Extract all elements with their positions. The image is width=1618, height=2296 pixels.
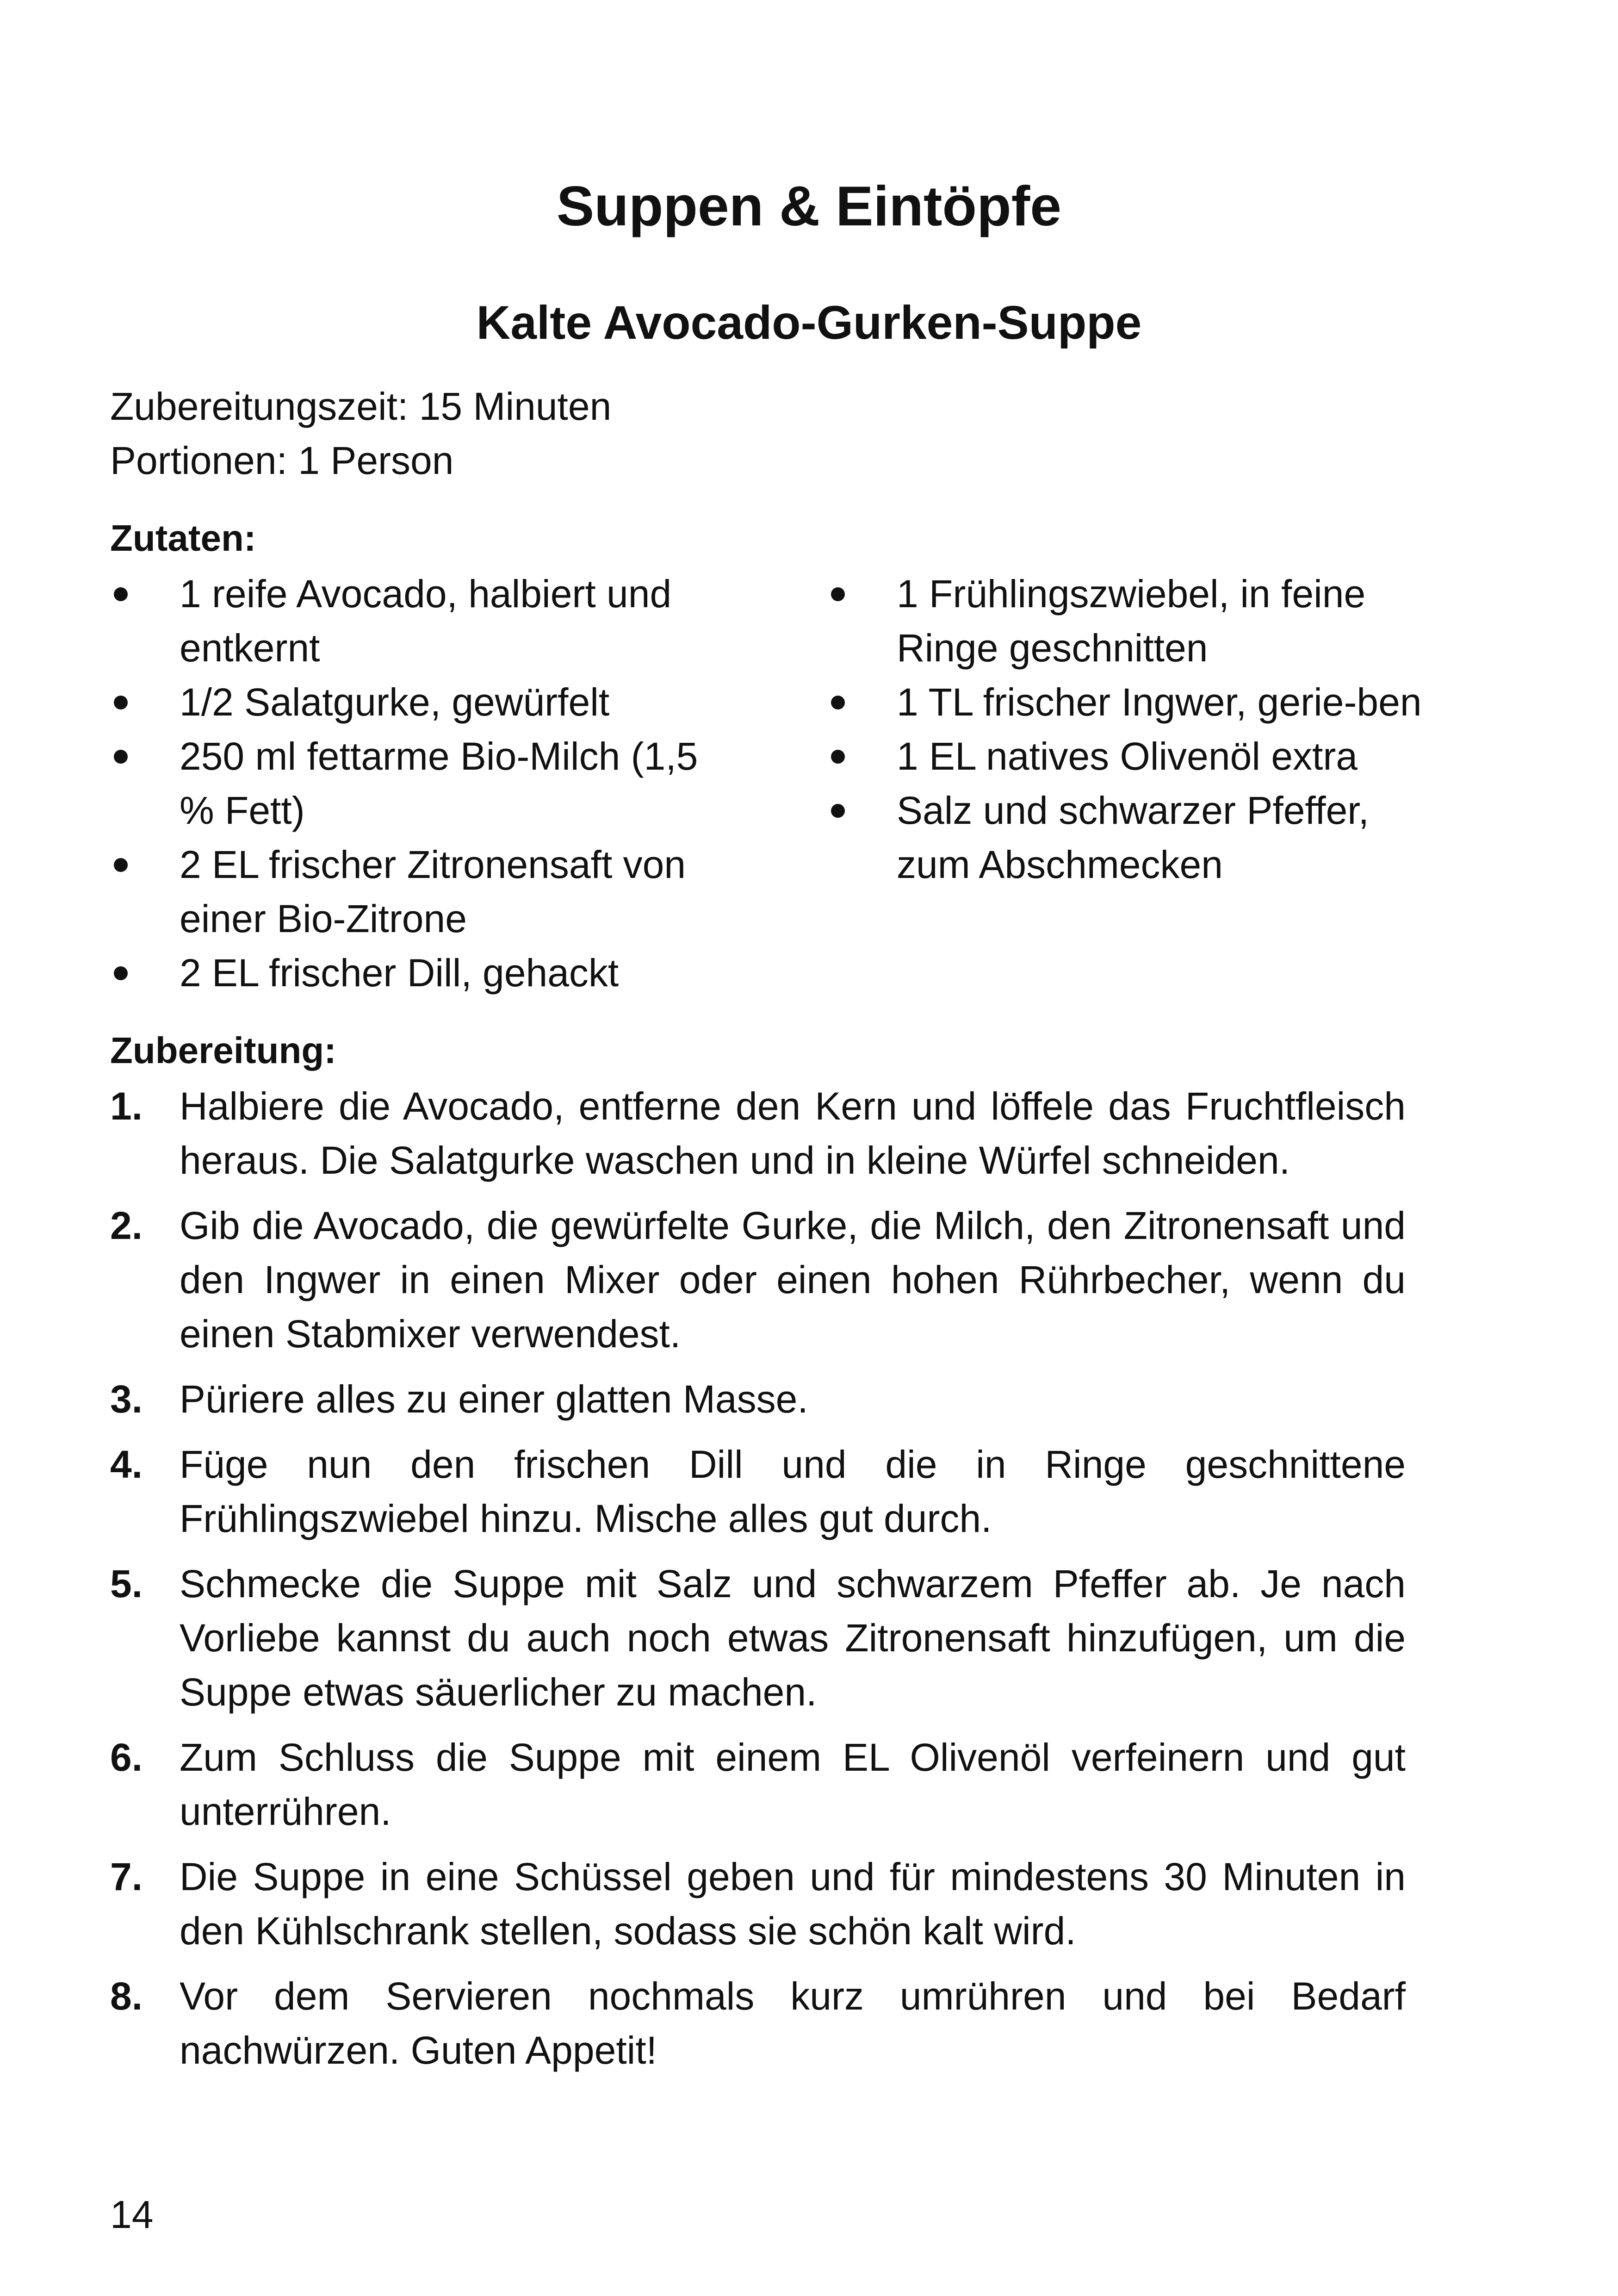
ingredient-text: 1 reife Avocado, halbiert und entkernt	[180, 572, 672, 670]
bullet-icon	[831, 804, 845, 818]
step-number: 5.	[110, 1562, 143, 1605]
step-item	[110, 1557, 1406, 1719]
step-number: 8.	[110, 1974, 143, 2018]
step-text: Halbiere die Avocado, entferne den Kern und löffele das Fruchtfleisch heraus. Die Salatgurke waschen und in kleine Würfel schneiden.	[180, 1084, 1406, 1182]
step-text: Zum Schluss die Suppe mit einem EL Olivenöl verfeinern und gut unterrühren.	[180, 1736, 1406, 1833]
servings: Portionen: 1 Person	[110, 439, 454, 482]
bullet-icon	[831, 587, 845, 601]
step-item	[110, 1969, 1406, 2078]
step-item	[110, 1850, 1406, 1958]
ingredient-text: 2 EL frischer Zitronensaft von einer Bio-Zitrone	[180, 843, 686, 940]
step-item	[110, 1730, 1406, 1839]
ingredient-item	[110, 567, 712, 675]
bullet-icon	[114, 750, 128, 764]
step-number: 4.	[110, 1443, 143, 1486]
ingredient-item	[110, 946, 712, 1000]
ingredient-item	[110, 675, 712, 729]
ingredient-item	[110, 729, 712, 838]
step-item	[110, 1437, 1406, 1546]
ingredient-item	[827, 729, 1452, 784]
step-text: Vor dem Servieren nochmals kurz umrühren und bei Bedarf nachwürzen. Guten Appetit!	[180, 1974, 1406, 2072]
page-number: 14	[110, 2193, 154, 2236]
ingredient-text: 2 EL frischer Dill, gehackt	[180, 951, 619, 995]
preparation-heading: Zubereitung:	[110, 1030, 336, 1071]
recipe-meta	[110, 380, 611, 488]
preparation-steps	[110, 1079, 1406, 2089]
step-number: 6.	[110, 1736, 143, 1779]
bullet-icon	[114, 966, 128, 980]
bullet-icon	[114, 587, 128, 601]
ingredient-item	[827, 784, 1452, 892]
ingredients-list-left	[110, 567, 712, 1000]
step-text: Gib die Avocado, die gewürfelte Gurke, die Milch, den Zitronensaft und den Ingwer in einen Mixer oder einen hohen Rührbecher, wenn du einen Stabmixer verwendest.	[180, 1204, 1406, 1356]
ingredient-text: 250 ml fettarme Bio-Milch (1,5 % Fett)	[180, 734, 698, 832]
bullet-icon	[831, 696, 845, 709]
bullet-icon	[831, 750, 845, 764]
ingredient-text: 1 Frühlingszwiebel, in feine Ringe geschnitten	[897, 572, 1366, 670]
bullet-icon	[114, 858, 128, 872]
step-item	[110, 1372, 1406, 1426]
step-number: 7.	[110, 1855, 143, 1898]
ingredients-list-right	[827, 567, 1452, 892]
ingredient-text: Salz und schwarzer Pfeffer, zum Abschmecken	[897, 789, 1369, 886]
ingredient-text: 1/2 Salatgurke, gewürfelt	[180, 680, 610, 724]
ingredients-heading: Zutaten:	[110, 517, 256, 559]
recipe-title: Kalte Avocado-Gurken-Suppe	[476, 296, 1142, 349]
ingredient-item	[827, 567, 1452, 675]
ingredient-item	[827, 675, 1452, 729]
step-number: 3.	[110, 1377, 143, 1421]
bullet-icon	[114, 696, 128, 709]
step-text: Püriere alles zu einer glatten Masse.	[180, 1377, 808, 1421]
step-text: Schmecke die Suppe mit Salz und schwarzem Pfeffer ab. Je nach Vorliebe kannst du auch noch etwas Zitronensaft hinzufügen, um die Suppe etwas säuerlicher zu machen.	[180, 1562, 1406, 1714]
ingredient-text: 1 EL natives Olivenöl extra	[897, 734, 1358, 778]
step-item	[110, 1199, 1406, 1361]
step-number: 1.	[110, 1084, 143, 1128]
step-text: Die Suppe in eine Schüssel geben und für mindestens 30 Minuten in den Kühlschrank stellen, sodass sie schön kalt wird.	[180, 1855, 1406, 1953]
step-text: Füge nun den frischen Dill und die in Ringe geschnittene Frühlingszwiebel hinzu. Mische alles gut durch.	[180, 1443, 1406, 1540]
prep-time: Zubereitungszeit: 15 Minuten	[110, 385, 612, 428]
ingredient-text: 1 TL frischer Ingwer, gerie-ben	[897, 680, 1422, 724]
chapter-title: Suppen & Eintöpfe	[556, 174, 1062, 237]
step-number: 2.	[110, 1204, 143, 1247]
ingredient-item	[110, 838, 712, 946]
step-item	[110, 1079, 1406, 1188]
